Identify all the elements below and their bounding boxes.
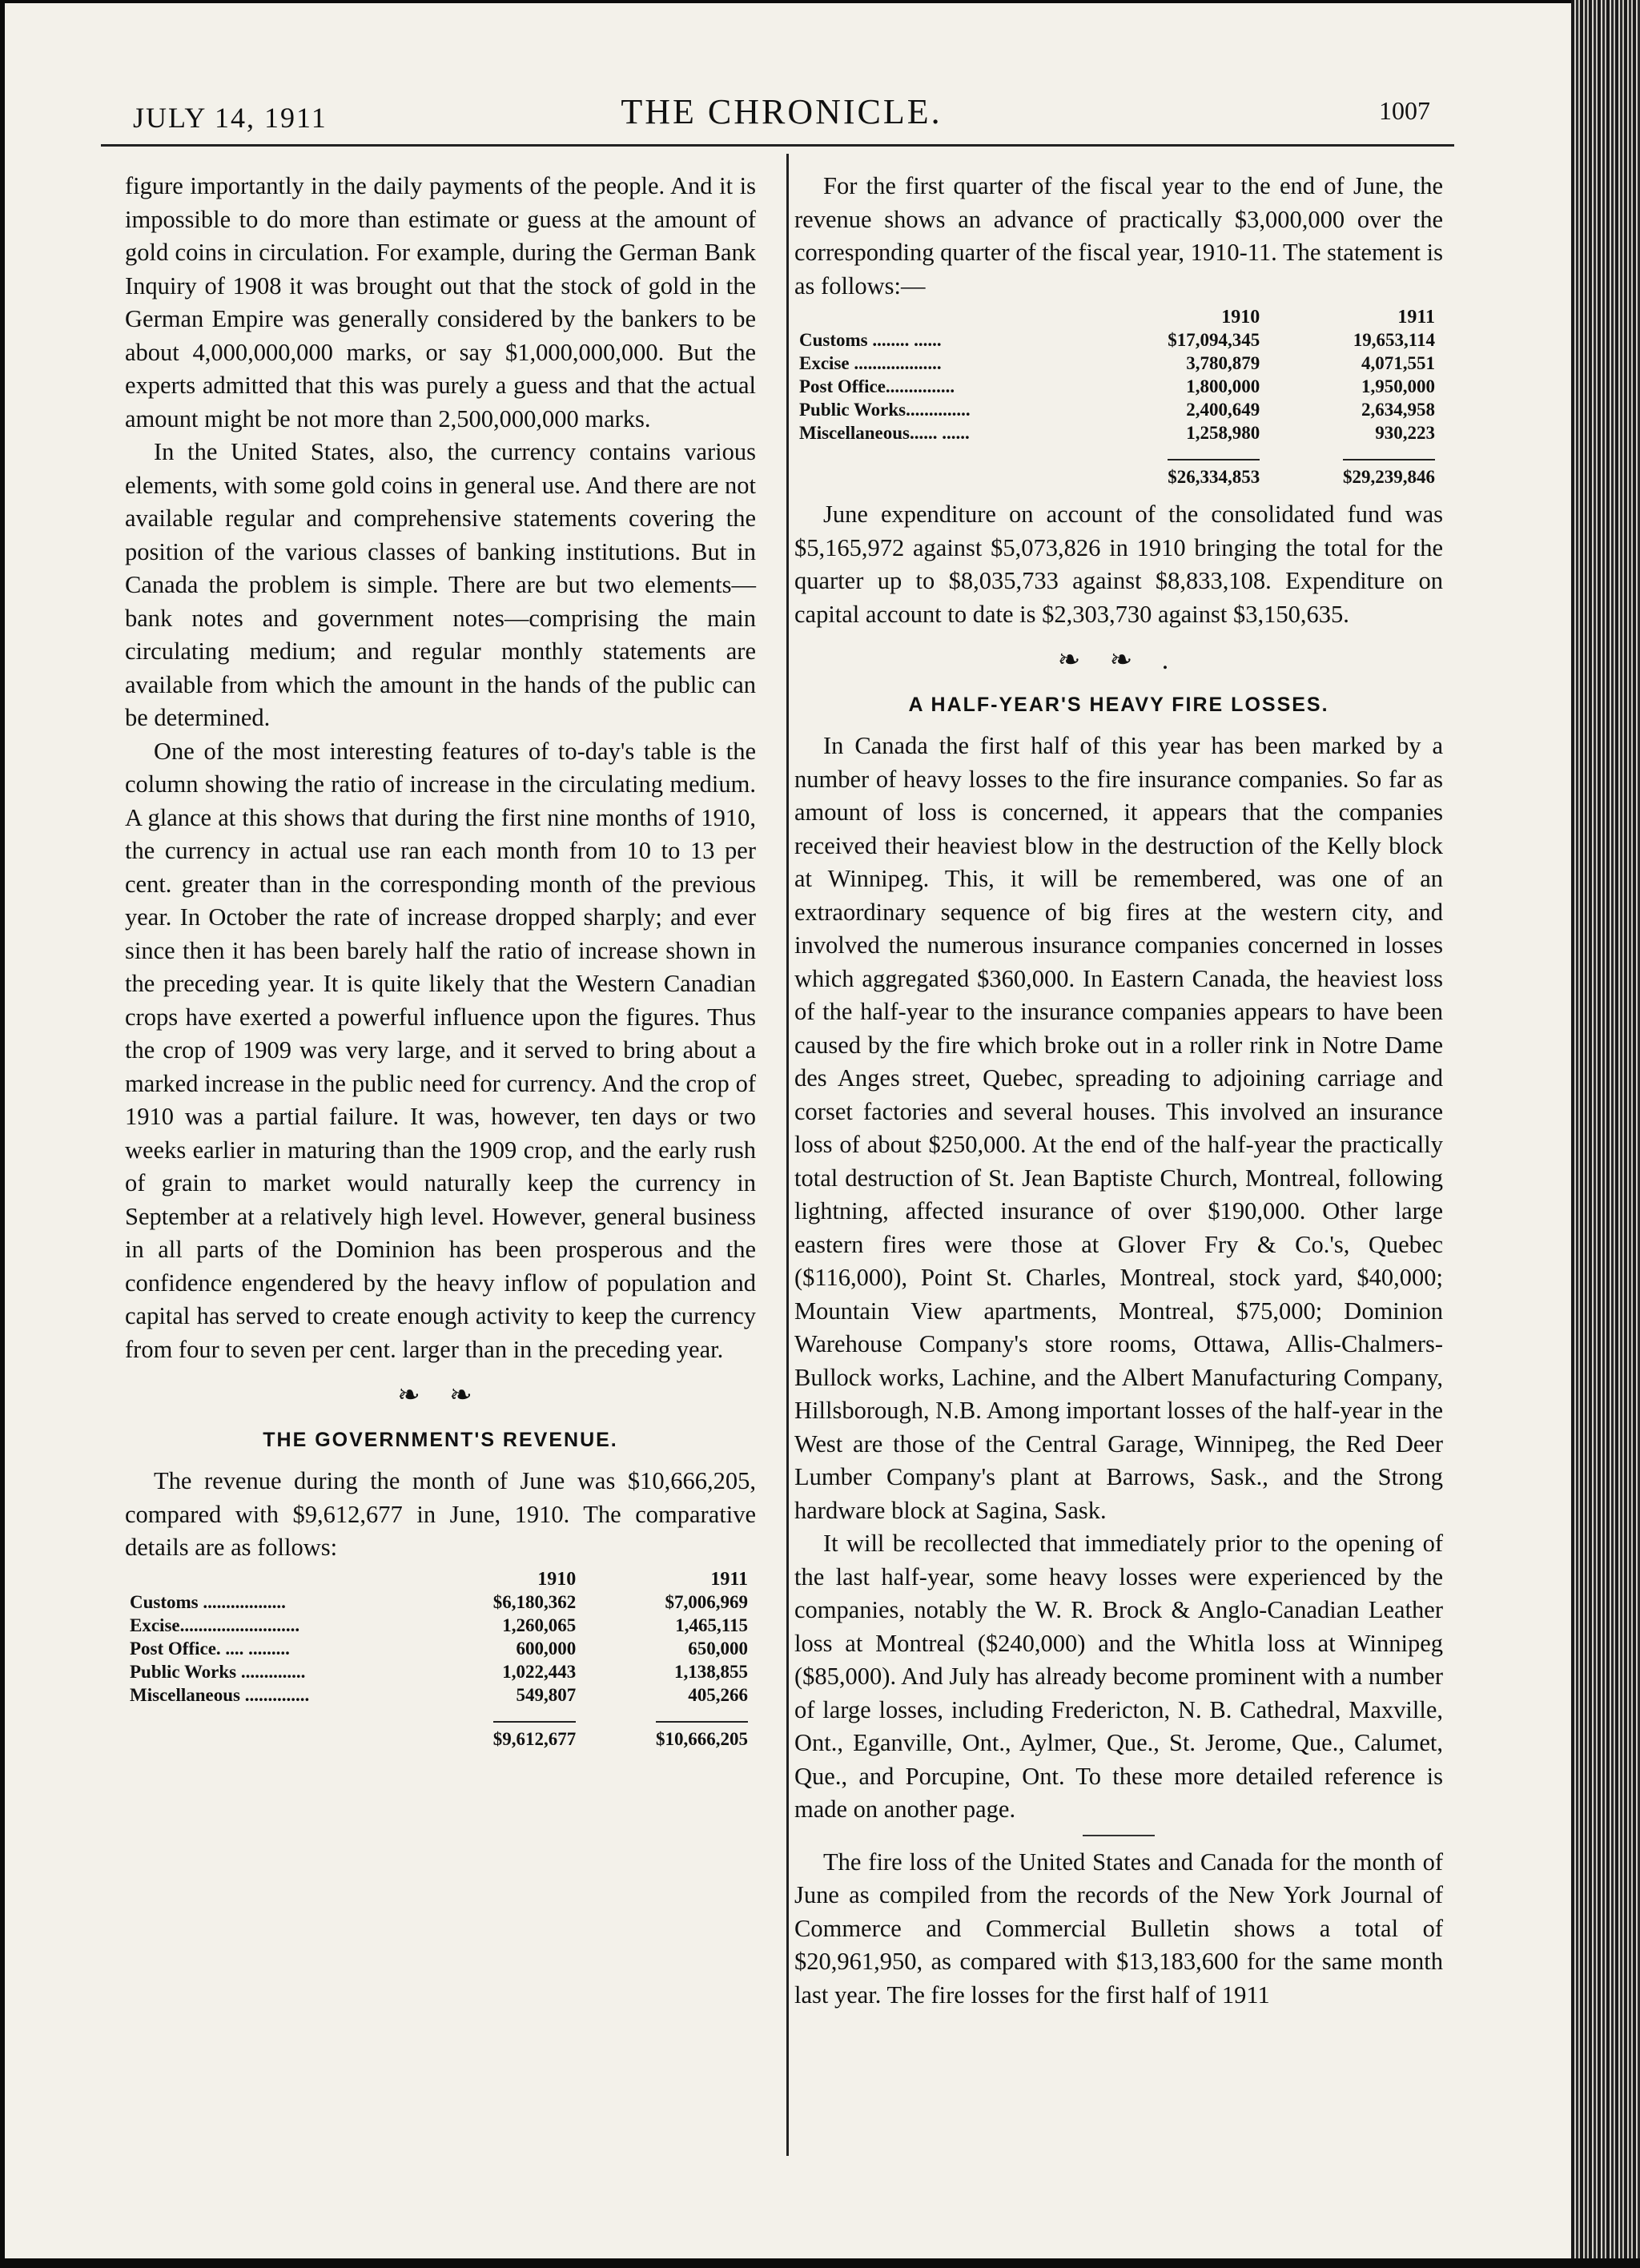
value-1910: 1,022,443	[502, 1661, 577, 1682]
revenue-table-june	[125, 1568, 756, 1751]
revenue-table-quarter	[794, 306, 1443, 489]
row-label: Post Office...............	[799, 376, 955, 396]
total-1910: $26,334,853	[1168, 459, 1260, 489]
value-1911: 405,266	[688, 1684, 748, 1705]
value-1911: 1,138,855	[674, 1661, 748, 1682]
row-label: Customs ........ ......	[799, 330, 942, 350]
table-row	[794, 398, 1443, 421]
section-divider	[1083, 1835, 1155, 1836]
page-number: 1007	[1379, 96, 1430, 125]
row-label: Miscellaneous...... ......	[799, 423, 970, 443]
column-header: 1911	[1397, 307, 1435, 328]
table-row	[125, 1660, 756, 1683]
section-ornament: ❧ ❧ .	[1057, 645, 1180, 675]
page-edge	[1571, 0, 1640, 2268]
value-1911: 19,653,114	[1353, 330, 1435, 350]
table-row	[794, 328, 1443, 352]
value-1911: 930,223	[1375, 423, 1435, 443]
table-row	[794, 421, 1443, 444]
paragraph: In the United States, also, the currency contains various elements, with some gold coins in general use. And there are not available regular and comprehensive statements covering the position of the various classes of banking institutions. But in Canada the problem is simple. There are but two elements—bank notes and government notes—comprising the main circulating medium; and regular monthly statements are available from which the amount in the hands of the public can be determined.	[125, 438, 756, 731]
value-1910: 1,260,065	[502, 1615, 577, 1635]
section-heading: THE GOVERNMENT'S REVENUE.	[263, 1428, 618, 1451]
value-1910: $17,094,345	[1168, 330, 1260, 350]
paragraph: The revenue during the month of June was $10,666,205, compared with $9,612,677 in June, 1910. The comparative details are as follows:	[125, 1467, 756, 1561]
column-divider	[786, 154, 789, 2156]
section-ornament: ❧ ❧	[397, 1381, 484, 1410]
table-row	[125, 1683, 756, 1707]
table-row	[794, 375, 1443, 398]
masthead-title: THE CHRONICLE.	[621, 92, 943, 131]
row-label: Excise..........................	[130, 1615, 300, 1635]
row-label: Public Works..............	[799, 400, 971, 420]
table-row	[125, 1590, 756, 1614]
row-label: Customs ..................	[130, 1591, 286, 1612]
table-row	[125, 1637, 756, 1660]
value-1910: 1,800,000	[1186, 376, 1260, 396]
value-1910: 3,780,879	[1186, 353, 1260, 373]
table-row	[794, 352, 1443, 375]
value-1911: 4,071,551	[1361, 353, 1435, 373]
header-rule	[101, 144, 1454, 147]
row-label: Miscellaneous ..............	[130, 1684, 310, 1705]
value-1910: 2,400,649	[1186, 400, 1260, 420]
row-label: Public Works ..............	[130, 1661, 306, 1682]
total-1910: $9,612,677	[493, 1721, 577, 1751]
column-header: 1910	[1221, 307, 1260, 328]
paragraph: For the first quarter of the fiscal year to the end of June, the revenue shows an advance of practically $3,000,000 over the corresponding quarter of the fiscal year, 1910-11. The statement is as follows:—	[794, 172, 1443, 300]
column-header: 1910	[537, 1568, 577, 1590]
value-1910: 1,258,980	[1186, 423, 1260, 443]
paragraph: June expenditure on account of the consolidated fund was $5,165,972 against $5,073,826 in 1910 bringing the total for the quarter up to $8,035,733 against $8,833,108. Expenditure on capital account to date is $2,303,730 against $3,150,635.	[794, 501, 1443, 628]
table-row	[125, 1614, 756, 1637]
left-column	[125, 170, 756, 1760]
value-1910: 600,000	[516, 1638, 577, 1659]
value-1910: $6,180,362	[492, 1591, 577, 1612]
table-header-row	[794, 306, 1443, 328]
value-1911: 1,465,115	[675, 1615, 748, 1635]
section-heading: A HALF-YEAR'S HEAVY FIRE LOSSES.	[908, 693, 1329, 716]
value-1911: 650,000	[688, 1638, 748, 1659]
page-header	[125, 80, 1438, 144]
paragraph: It will be recollected that immediately prior to the opening of the last half-year, some heavy losses were experienced by the companies, notably the W. R. Brock & Anglo-Canadian Leather loss at Montreal ($240,000) and the Whitla loss at Winnipeg ($85,000). And July has already become prominent with a number of large losses, including Fredericton, N. B. Cathedral, Maxville, Ont., Eganville, Ont., Aylmer, Que., St. Jerome, Que., Calumet, Que., and Porcupine, Ont. To these more detailed reference is made on another page.	[794, 1530, 1443, 1823]
total-1911: $29,239,846	[1343, 459, 1435, 489]
value-1911: $7,006,969	[665, 1591, 748, 1612]
scan-border	[0, 2258, 1640, 2268]
header-date: JULY 14, 1911	[133, 102, 328, 134]
total-1911: $10,666,205	[656, 1721, 748, 1751]
value-1910: 549,807	[516, 1684, 577, 1705]
table-header-row	[125, 1568, 756, 1590]
table-total-row	[794, 444, 1443, 489]
newspaper-page	[5, 3, 1571, 2258]
value-1911: 1,950,000	[1361, 376, 1435, 396]
paragraph: figure importantly in the daily payments of the people. And it is impossible to do more than estimate or guess at the amount of gold coins in circulation. For example, during the German Bank Inquiry of 1908 it was brought out that the stock of gold in the German Empire was generally considered by the bankers to be about 4,000,000,000 marks, or say $1,000,000,000. But the experts admitted that this was purely a guess and that the actual amount might be not more than 2,500,000,000 marks.	[125, 172, 756, 432]
paragraph: One of the most interesting features of to-day's table is the column showing the ratio of increase in the circulating medium. A glance at this shows that during the first nine months of 1910, the currency in actual use ran each month from 10 to 13 per cent. greater than in the corresponding month of the previous year. In October the rate of increase dropped sharply; and ever since then it has been barely half the ratio of increase shown in the preceding year. It is quite likely that the Western Canadian crops have exerted a powerful influence upon the figures. Thus the crop of 1909 was very large, and it served to bring about a marked increase in the public need for currency. And the crop of 1910 was a partial failure. It was, however, ten days or two weeks earlier in maturing than the 1909 crop, and the early rush of grain to market would naturally keep the currency in September at a relatively high level. However, general business in all parts of the Dominion has been prosperous and the confidence engendered by the heavy inflow of population and capital has served to create enough activity to keep the currency from four to seven per cent. larger than in the preceding year.	[125, 737, 756, 1363]
row-label: Post Office. .... .........	[130, 1638, 290, 1659]
value-1911: 2,634,958	[1361, 400, 1435, 420]
row-label: Excise ...................	[799, 353, 942, 373]
right-column	[794, 170, 1443, 2012]
column-header: 1911	[710, 1568, 748, 1590]
paragraph: In Canada the first half of this year has been marked by a number of heavy losses to the fire insurance companies. So far as amount of loss is concerned, it appears that the companies received their heaviest blow in the destruction of the Kelly block at Winnipeg. This, it will be remembered, was one of an extraordinary sequence of big fires at the western city, and involved the numerous insurance companies concerned in losses which aggregated $360,000. In Eastern Canada, the heaviest loss of the half-year to the insurance companies appears to have been caused by the fire which broke out in a roller rink in Notre Dame des Anges street, Quebec, spreading to adjoining carriage and corset factories and several houses. This involved an insurance loss of about $250,000. At the end of the half-year the practically total destruction of St. Jean Baptiste Church, Montreal, following lightning, affected insurance of over $190,000. Other large eastern fires were those at Glover Fry & Co.'s, Quebec ($116,000), Point St. Charles, Montreal, stock yard, $40,000; Mountain View apartments, Montreal, $75,000; Dominion Warehouse Company's store rooms, Ottawa, Allis-Chalmers-Bullock works, Lachine, and the Albert Manufacturing Company, Hillsborough, N.B. Among important losses of the half-year in the West are those of the Central Garage, Winnipeg, the Red Deer Lumber Company's plant at Barrows, Sask., and the Strong hardware block at Sagina, Sask.	[794, 732, 1443, 1524]
table-total-row	[125, 1707, 756, 1751]
paragraph: The fire loss of the United States and Canada for the month of June as compiled from the records of the New York Journal of Commerce and Commercial Bulletin shows a total of $20,961,950, as compared with $13,183,600 for the same month last year. The fire losses for the first half of 1911	[794, 1848, 1443, 2009]
